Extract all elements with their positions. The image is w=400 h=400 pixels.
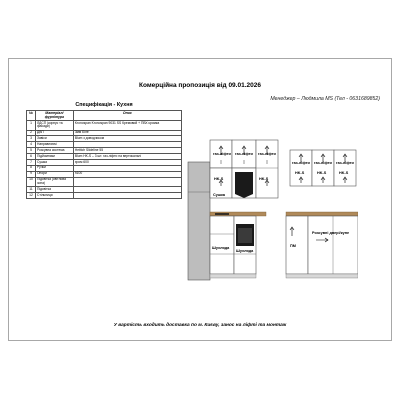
row-number: 2 [27,130,36,136]
row-material: Підсвітка [35,187,73,193]
table-row [27,177,182,187]
row-material: Підсвітка (світлова зона) [35,177,73,187]
kitchen-elevation-drawing [178,128,358,288]
row-material: Сушка [35,159,73,165]
label-hk-s-4: HK-S [317,171,327,175]
row-material: ДВП [35,130,73,136]
label-gas-lift-3: газ-ліфти [258,152,276,156]
label-sliding-doors: Розсувні двері/купе [312,231,350,235]
row-description: 3мм Біле [73,130,181,136]
label-gas-lift-6: газ-ліфти [336,161,354,165]
label-gas-lift-1: газ-ліфти [213,152,231,156]
row-number: 10 [27,177,36,187]
base-drawer-unit [210,216,234,274]
document-title: Комерційна пропозиція від 09.01.2026 [139,82,261,89]
row-number: 1 [27,121,36,131]
row-material: Направляючі [35,142,73,148]
row-description [73,177,181,187]
footer-note: У вартість входить доставка по м. Києву, занос на ліфті та монтаж [113,323,287,328]
row-number: 11 [27,187,36,193]
cooktop [215,213,229,215]
table-row [27,193,182,199]
label-hk-s-3: HK-S [295,171,305,175]
table-row [27,121,182,131]
label-gas-lift-2: газ-ліфти [235,152,253,156]
row-number: 12 [27,193,36,199]
row-description: Blum з доводчиком [73,136,181,142]
row-description: h100 [73,171,181,177]
row-number: 4 [27,142,36,148]
row-number: 8 [27,165,36,171]
label-gas-lift-4: газ-ліфти [292,161,310,165]
row-description: хром 600 [73,159,181,165]
col-material: Матеріал/фурнітура [35,111,73,121]
label-drawer-2: Шухляда [236,249,254,253]
spec-title: Специфікація - Кухня [75,102,133,108]
label-pm: ПМ [290,244,296,248]
row-material: Опори [35,171,73,177]
label-dryer: Сушка [213,193,226,197]
label-hk-s-5: HK-S [339,171,349,175]
row-number: 5 [27,148,36,154]
col-description: Опис [73,111,181,121]
row-material: Розсувна система [35,148,73,154]
row-description [73,193,181,199]
row-material: Завіси [35,136,73,142]
row-number: 3 [27,136,36,142]
row-description: Kronospan Kronospan 9031 SS Кремовий + ПВХ кромка [73,121,181,131]
spec-table [26,110,182,199]
row-number: 9 [27,171,36,177]
row-material: ЛДСП (корпус та фасади) [35,121,73,131]
cooker-hood [235,172,253,198]
tall-unit [188,162,210,280]
row-description: Blum HK-S – 3 шт. газ-ліфти на вертикальні [73,154,181,160]
row-material: Підйомники [35,154,73,160]
label-drawer-1: Шухляда [212,246,230,250]
row-description: Hettich Slideline 55 [73,148,181,154]
row-number: 7 [27,159,36,165]
countertop-right [286,212,358,216]
label-hk-s-2: HK-S [259,177,269,181]
spec-header-row [27,111,182,121]
manager-contact: Менеджер – Людмила МЅ (Тел - 0631689852) [270,96,380,102]
row-material: Ручки [35,165,73,171]
row-material: Стільниця [35,193,73,199]
row-number: 6 [27,154,36,160]
label-hk-s-1: HK-S [214,177,224,181]
col-number: № [27,111,36,121]
label-gas-lift-5: газ-ліфти [314,161,332,165]
